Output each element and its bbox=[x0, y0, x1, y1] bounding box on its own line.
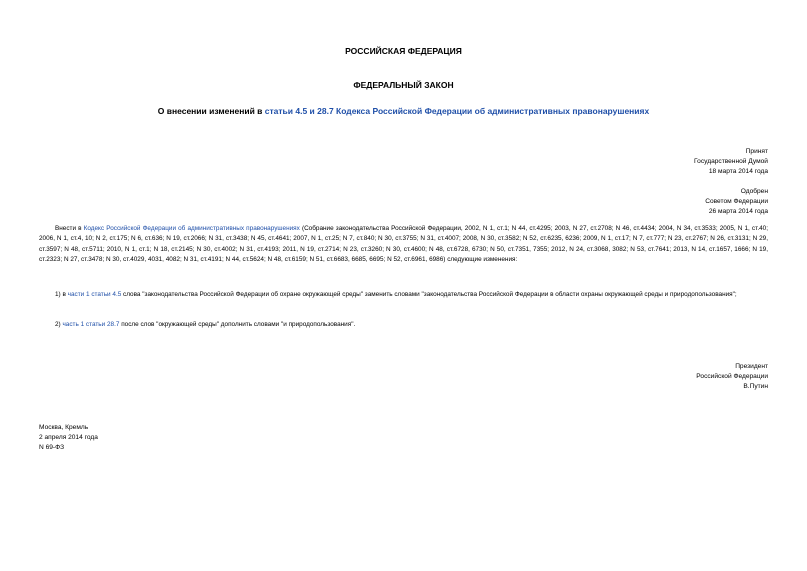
signature-block bbox=[696, 362, 768, 392]
code-link[interactable]: Кодекс Российской Федерации об административных правонарушениях bbox=[83, 225, 300, 232]
approved-body: Советом Федерации bbox=[705, 198, 768, 205]
signatory-country: Российской Федерации bbox=[696, 373, 768, 380]
law-title-link[interactable]: статьи 4.5 и 28.7 Кодекса Российской Федерации об административных правонарушениях bbox=[264, 106, 650, 116]
article-4-5-link[interactable]: части 1 статьи 4.5 bbox=[67, 291, 122, 298]
item2-text: после слов "окружающей среды" дополнить словами "и природопользования". bbox=[119, 321, 356, 328]
signatory-title: Президент bbox=[735, 363, 768, 370]
amendment-item-1 bbox=[39, 290, 768, 300]
accepted-date: 18 марта 2014 года bbox=[708, 168, 768, 175]
place-label: Москва, Кремль bbox=[39, 424, 89, 431]
amendment-item-2 bbox=[39, 320, 768, 330]
intro-prefix: Внести в bbox=[55, 225, 84, 232]
accepted-block bbox=[694, 147, 768, 177]
article-28-7-link[interactable]: часть 1 статьи 28.7 bbox=[62, 321, 120, 328]
law-title-prefix: О внесении изменений в bbox=[157, 106, 265, 116]
law-number: N 69-ФЗ bbox=[39, 444, 65, 451]
approved-date: 26 марта 2014 года bbox=[708, 208, 768, 215]
intro-text: (Собрание законодательства Российской Федерации, 2002, N 1, ст.1; N 44, ст.4295; 2003, N 27, ст.2708; N 46, ст.4434; 2004, N 34, ст.3533; 2005, N 1, ст.40; 2006, N 1, ст.4, 10; N 2, ст.175; N 6, ст.636; N 19, ст.2066; N 31, ст.3438; N 45, ст.4641; 2007, N 1, ст.25; N 7, ст.840; N 30, ст.3755; N 31, ст.4007; 2008, N 30, ст.3582; N 52, ст.6235, 6236; 2009, N 1, ст.17; N 7, ст.777; N 23, ст.2767; N 26, ст.3131; N 29, ст.3597; N 48, ст.5711; 2010, N 1, ст.1; N 18, ст.2145; N 30, ст.4002; N 31, ст.4193; 2011, N 19, ст.2714; N 23, ст.3260; N 30, ст.4600; N 48, ст.6728, 6730; N 50, ст.7351, 7355; 2012, N 24, ст.3068, 3082; N 53, ст.7641; 2013, N 14, ст.1657, 1666; N 19, ст.2323; N 27, ст.3478; N 30, ст.4029, 4031, 4082; N 31, ст.4191; N 44, ст.5624; N 48, ст.6159; N 51, ст.6683, 6685, 6695; N 52, ст.6961, 6986) следующие изменения: bbox=[39, 225, 769, 263]
law-title bbox=[0, 106, 807, 116]
place-date-block bbox=[39, 423, 98, 453]
item1-prefix: 1) в bbox=[55, 291, 68, 298]
accepted-label: Принят bbox=[745, 148, 768, 155]
signing-date: 2 апреля 2014 года bbox=[39, 434, 98, 441]
signatory-name: В.Путин bbox=[743, 383, 768, 390]
intro-paragraph bbox=[39, 224, 768, 265]
approved-label: Одобрен bbox=[740, 188, 768, 195]
accepted-body: Государственной Думой bbox=[694, 158, 768, 165]
approved-block bbox=[705, 187, 768, 217]
item1-text: слова "законодательства Российской Федерации об охране окружающей среды" заменить словами "законодательства Российской Федерации в области охраны окружающей среды и природопользования"; bbox=[121, 291, 737, 298]
doc-type-heading: ФЕДЕРАЛЬНЫЙ ЗАКОН bbox=[353, 80, 454, 90]
country-heading: РОССИЙСКАЯ ФЕДЕРАЦИЯ bbox=[345, 46, 462, 56]
item2-prefix: 2) bbox=[55, 321, 63, 328]
